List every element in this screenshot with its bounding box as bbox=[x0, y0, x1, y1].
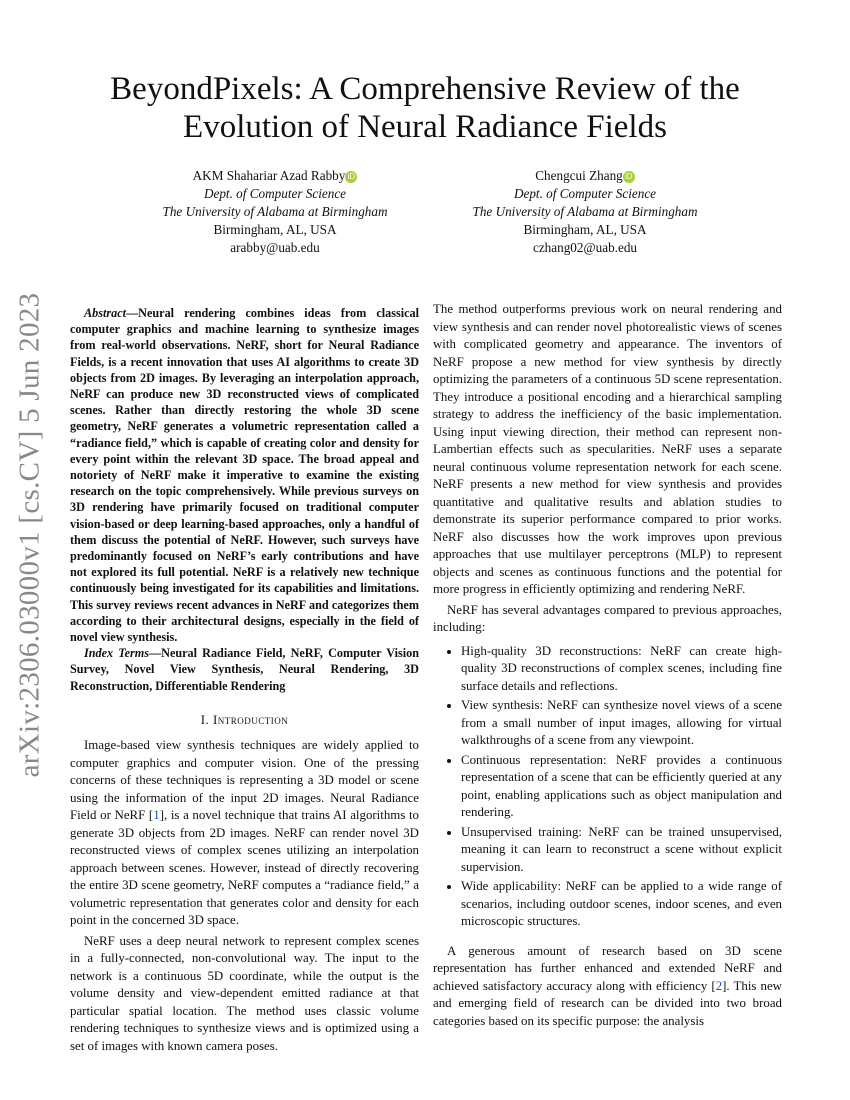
index-terms bbox=[70, 645, 419, 694]
list-item: • Wide applicability: NeRF can be applied to a wide range of scenarios, including outdoor scenes, indoor scenes, and even microscopic structures. bbox=[461, 878, 782, 931]
intro-paragraph-1 bbox=[70, 737, 419, 930]
index-terms-label: Index Terms bbox=[84, 646, 149, 661]
citation-link[interactable]: 2 bbox=[715, 978, 723, 993]
abstract bbox=[70, 305, 419, 645]
title-line-2: Evolution of Neural Radiance Fields bbox=[183, 109, 667, 145]
author-university: The University of Alabama at Birmingham bbox=[162, 204, 388, 219]
author-university: The University of Alabama at Birmingham bbox=[472, 204, 698, 219]
paper-title bbox=[0, 70, 850, 146]
list-item: • Unsupervised training: NeRF can be trained unsupervised, meaning it can learn to reconstruct a scene without explicit supervision. bbox=[461, 824, 782, 877]
author-name: AKM Shahariar Azad Rabby bbox=[192, 168, 346, 183]
text: ], is a novel technique that trains AI algorithms to generate 3D objects from 2D images. NeRF can render novel 3D reconstructed views of complex scenes utilizing an interpolation approach between scenes. However, instead of directly recovering the entire 3D scene geometry, NeRF computes a “radiance field,” a volumetric representation that generates color and density for each point in the concerned 3D space. bbox=[70, 808, 419, 928]
paragraph bbox=[433, 943, 782, 1031]
list-item: • High-quality 3D reconstructions: NeRF can create high-quality 3D reconstructions of complex scenes, including fine surface details and reflections. bbox=[461, 643, 782, 696]
abstract-label: Abstract bbox=[84, 306, 126, 320]
section-heading: I. Introduction bbox=[200, 712, 289, 727]
paragraph: NeRF has several advantages compared to previous approaches, including: bbox=[433, 602, 782, 634]
author-dept: Dept. of Computer Science bbox=[513, 186, 657, 201]
paragraph: The method outperforms previous work on neural rendering and view synthesis and can render novel photorealistic views of scenes with complicated geometry and appearance. The inventors of NeRF propose a new method for view synthesis by directly optimizing the parameters of a continuous 5D scene representation. They introduce a positional encoding and a hierarchical sampling strategy to address the inefficiency of the basic implementation. Using input viewing direction, their method can represent non-Lambertian effects such as specularities. NeRF uses a separate neural continuous volume representation network for each scene. NeRF presents a new method for view synthesis and provides quantitative and qualitative results and ablation studies to demonstrate its superior performance compared to prior works. NeRF also discusses how the work improves upon previous approaches that use multilayer perceptrons (MLP) to represent objects and scenes as continuous functions and the potential for more progress in efficiently optimizing and rendering NeRF. bbox=[433, 302, 782, 596]
author-name: Chengcui Zhang bbox=[535, 168, 623, 183]
author-email: arabby@uab.edu bbox=[230, 240, 320, 255]
arxiv-stamp: arXiv:2306.03000v1 [cs.CV] 5 Jun 2023 bbox=[13, 292, 46, 778]
left-column bbox=[70, 300, 419, 1055]
author-location: Birmingham, AL, USA bbox=[523, 222, 647, 237]
text: Image-based view synthesis techniques are widely applied to computer graphics and computer vision. One of the pressing concerns of these techniques is representing a 3D model or scene using the information of the input 2D images. Neural Radiance Field or NeRF [ bbox=[70, 738, 419, 823]
author-dept: Dept. of Computer Science bbox=[203, 186, 347, 201]
abstract-text: —Neural rendering combines ideas from classical computer graphics and machine learning to synthesize images from real-world observations. NeRF, short for Neural Radiance Fields, is a recent innovation that uses AI algorithms to create 3D objects from 2D images. By leveraging an interpolation approach, NeRF can produce new 3D reconstructed views of complicated scenes. Rather than directly restoring the whole 3D scene geometry, NeRF generates a volumetric representation called a “radiance field,” which is capable of creating color and density for every point within the relevant 3D space. The broad appeal and notoriety of NeRF make it imperative to examine the existing research on the topic comprehensively. While previous surveys on 3D rendering have primarily focused on traditional computer vision-based or deep learning-based approaches, only a handful of them discuss the potential of NeRF. However, such surveys have predominantly focused on NeRF’s early contributions and have not explored its full potential. NeRF is a relatively new technique continuously being investigated for its capabilities and limitations. This survey reviews recent advances in NeRF and categorizes them according to their architectural designs, especially in the field of novel view synthesis. bbox=[70, 306, 419, 645]
list-item: • View synthesis: NeRF can synthesize novel views of a scene from a small number of input images, allowing for virtual walkthroughs of a scene from any viewpoint. bbox=[461, 697, 782, 750]
citation-link[interactable]: 1 bbox=[153, 808, 160, 823]
index-terms-text: —Neural Radiance Field, NeRF, Computer Vision Survey, Novel View Synthesis, Neural Rendering, 3D Reconstruction, Differentiable Rendering bbox=[70, 646, 419, 693]
author-block-1 bbox=[110, 167, 440, 257]
title-line-1: BeyondPixels: A Comprehensive Review of the bbox=[110, 71, 740, 107]
author-location: Birmingham, AL, USA bbox=[213, 222, 337, 237]
text: ]. This new and emerging field of research can be divided into two broad categories based on its specific purpose: the analysis bbox=[433, 978, 782, 1028]
orcid-icon[interactable]: iD bbox=[345, 171, 357, 183]
advantages-list bbox=[433, 643, 782, 931]
text: A generous amount of research based on 3D scene representation has further enhanced and extended NeRF and achieved satisfactory accuracy along with efficiency [ bbox=[433, 943, 782, 993]
intro-paragraph-2: NeRF uses a deep neural network to represent complex scenes in a fully-connected, non-convolutional way. The input to the network is a continuous 5D coordinate, while the output is the volume density and view-dependent emitted radiance at that particular spatial location. The method uses classic volume rendering techniques to synthesize views and is optimized using a set of images with known camera poses. bbox=[70, 933, 419, 1053]
author-block-2 bbox=[420, 167, 750, 257]
author-email: czhang02@uab.edu bbox=[532, 240, 638, 255]
right-column bbox=[433, 301, 782, 1030]
list-item: • Continuous representation: NeRF provides a continuous representation of a scene that can be efficiently queried at any point, enabling applications such as object manipulation and rendering. bbox=[461, 752, 782, 822]
orcid-icon[interactable]: iD bbox=[623, 171, 635, 183]
